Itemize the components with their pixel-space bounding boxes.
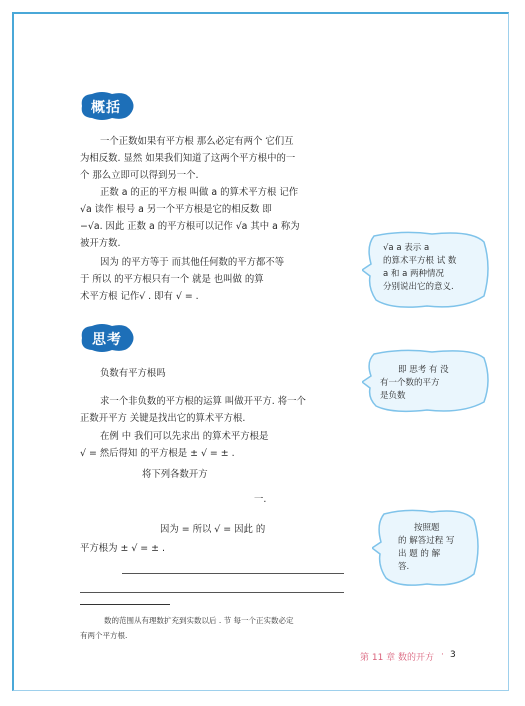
summary-line: 一个正数如果有平方根 那么必定有两个 它们互 xyxy=(100,136,294,147)
answer-line xyxy=(122,573,344,574)
think-line: 因为 = 所以 √ = 因此 的 xyxy=(160,524,266,535)
think-line: 在例 中 我们可以先求出 的算术平方根是 xyxy=(100,431,269,442)
think-line: 正数开平方 关键是找出它的算术平方根. xyxy=(80,413,246,424)
summary-line: 正数 a 的正的平方根 叫做 a 的算术平方根 记作 xyxy=(100,187,299,198)
summary-line: 个 那么立即可以得到另一个. xyxy=(80,170,199,181)
think-line: 一. xyxy=(254,494,267,505)
footer-separator: · xyxy=(441,650,444,660)
summary-line: 为相反数. 显然 如果我们知道了这两个平方根中的一 xyxy=(80,153,296,164)
summary-line: −√a. 因此 正数 a 的平方根可以记作 √a 其中 a 称为 xyxy=(80,221,300,232)
think-line: 求一个非负数的平方根的运算 叫做开平方. 将一个 xyxy=(100,396,306,407)
summary-title: 概括 xyxy=(91,100,121,116)
summary-line: 被开方数. xyxy=(80,238,121,249)
think-line: √ = 然后得知 的平方根是 ± √ = ± . xyxy=(80,448,235,459)
think-line: 负数有平方根吗 xyxy=(100,368,166,379)
footnote-divider xyxy=(80,604,170,605)
think-line: 将下列各数开方 xyxy=(142,469,208,480)
think-line: 平方根为 ± √ = ± . xyxy=(80,543,165,554)
think-title: 思考 xyxy=(92,332,122,348)
summary-line: 术平方根 记作√ . 即有 √ = . xyxy=(80,291,199,302)
page-number: 3 xyxy=(450,650,456,660)
chapter-label: 第 11 章 数的开方 xyxy=(360,653,435,663)
summary-line: 于 所以 的平方根只有一个 就是 也叫做 的算 xyxy=(80,274,264,285)
summary-line: 因为 的平方等于 而其他任何数的平方都不等 xyxy=(100,257,285,268)
summary-line: √a 读作 根号 a 另一个平方根是它的相反数 即 xyxy=(80,204,272,215)
answer-line xyxy=(80,592,344,593)
